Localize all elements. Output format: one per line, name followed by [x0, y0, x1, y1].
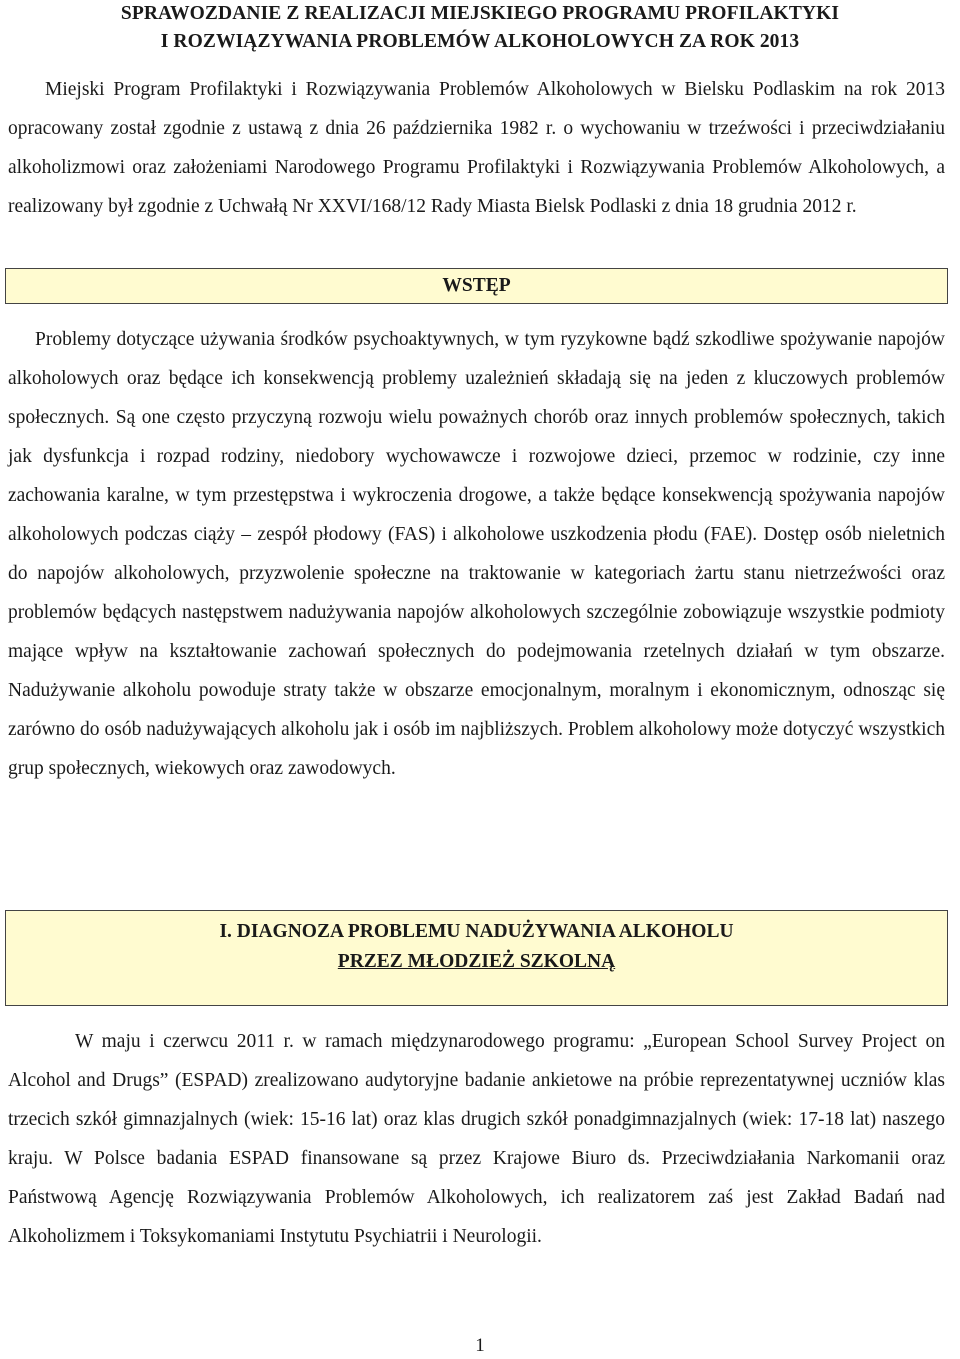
section1-heading-box	[5, 910, 948, 1006]
wstep-heading: WSTĘP	[442, 275, 511, 296]
section1-heading-line-2: PRZEZ MŁODZIEŻ SZKOLNĄ	[337, 951, 616, 972]
section1-paragraph: W maju i czerwcu 2011 r. w ramach międzynarodowego programu: „European School Survey Project on Alcohol and Drugs” (ESPAD) zrealizowano audytoryjne badanie ankietowe na próbie reprezentatywnej uczniów klas trzecich szkół gimnazjalnych (wiek: 15-16 lat) oraz klas drugich szkół ponadgimnazjalnych (wiek: 17-18 lat) naszego kraju. W Polsce badania ESPAD finansowane są przez Krajowe Biuro ds. Przeciwdziałania Narkomanii oraz Państwową Agencję Rozwiązywania Problemów Alkoholowych, ich realizatorem zaś jest Zakład Badań nad Alkoholizmem i Toksykomaniami Instytutu Psychiatrii i Neurologii.	[8, 1031, 945, 1247]
wstep-paragraph: Problemy dotyczące używania środków psychoaktywnych, w tym ryzykowne bądź szkodliwe spożywanie napojów alkoholowych oraz będące ich konsekwencją problemy uzależnień składają się na jeden z kluczowych problemów społecznych. Są one często przyczyną rozwoju wielu poważnych chorób oraz innych problemów społecznych, takich jak dysfunkcja i rozpad rodziny, niedobory wychowawcze i rozwojowe dzieci, przemoc w rodzinie, czy inne zachowania karalne, w tym przestępstwa i wykroczenia drogowe, a także będące konsekwencją spożywania napojów alkoholowych podczas ciąży – zespół płodowy (FAS) i alkoholowe uszkodzenia płodu (FAE). Dostęp osób nieletnich do napojów alkoholowych, przyzwolenie społeczne na traktowanie w kategoriach żartu stanu nietrzeźwości oraz problemów będących następstwem nadużywania napojów alkoholowych szczególnie zobowiązuje wszystkie podmioty mające wpływ na kształtowanie zachowań społecznych do podejmowania rzetelnych działań w tym obszarze. Nadużywanie alkoholu powoduje straty także w obszarze emocjonalnym, moralnym i ekonomicznym, odnosząc się zarówno do osób nadużywających alkoholu jak i osób im najbliższych. Problem alkoholowy może dotyczyć wszystkich grup społecznych, wiekowych oraz zawodowych.	[8, 329, 945, 779]
title-line-1: SPRAWOZDANIE Z REALIZACJI MIEJSKIEGO PROGRAMU PROFILAKTYKI	[120, 3, 840, 24]
section1-heading-line-1: I. DIAGNOZA PROBLEMU NADUŻYWANIA ALKOHOLU	[219, 921, 734, 942]
document-title	[0, 0, 960, 56]
page-number: 1	[475, 1335, 485, 1356]
title-line-2: I ROZWIĄZYWANIA PROBLEMÓW ALKOHOLOWYCH ZA ROK 2013	[160, 31, 800, 52]
intro-paragraph: Miejski Program Profilaktyki i Rozwiązywania Problemów Alkoholowych w Bielsku Podlaskim na rok 2013 opracowany został zgodnie z ustawą z dnia 26 października 1982 r. o wychowaniu w trzeźwości i przeciwdziałaniu alkoholizmowi oraz założeniami Narodowego Programu Profilaktyki i Rozwiązywania Problemów Alkoholowych, a realizowany był zgodnie z Uchwałą Nr XXVI/168/12 Rady Miasta Bielsk Podlaski z dnia 18 grudnia 2012 r.	[8, 79, 945, 217]
wstep-heading-box	[5, 268, 948, 304]
